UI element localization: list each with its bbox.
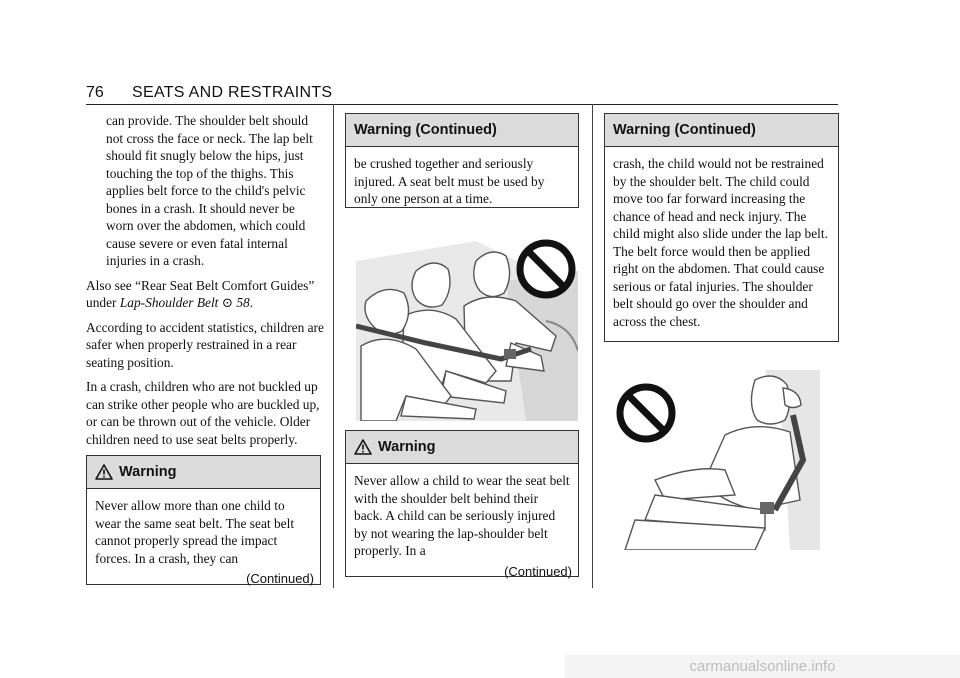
warning-body: Never allow more than one child to wear the same seat belt. The seat belt cannot properly spread the impact forces. In a crash, they can [95, 498, 295, 566]
belt-behind-back-illustration [615, 370, 820, 550]
warning-body: Never allow a child to wear the seat belt with the shoulder belt behind their back. A child can be seriously injured by not wearing the lap-shoulder belt properly. In a [354, 473, 570, 558]
column-1-text [86, 112, 324, 455]
warning-box-1-continued [345, 113, 579, 208]
warning-box-1 [86, 455, 321, 585]
paragraph-see-also: Also see “Rear Seat Belt Comfort Guides” under Lap-Shoulder Belt ⊙ 58. [86, 277, 315, 310]
see-also-text: Also see “Rear Seat Belt Comfort Guides” under [86, 277, 315, 310]
lap-shoulder-belt-link[interactable]: Lap-Shoulder Belt [119, 295, 219, 310]
warning-body: be crushed together and seriously injured. A seat belt must be used by only one person at a time. [354, 156, 545, 206]
paragraph-statistics: According to accident statistics, children are safer when properly restrained in a rear seating position. [86, 319, 324, 370]
paragraph-belt-fit: can provide. The shoulder belt should not cross the face or neck. The lap belt should fit snugly below the hips, just touching the top of the thighs. This applies belt force to the child's pelvic bones in a crash. It should never be worn over the abdomen, which could cause severe or even fatal internal injuries in a crash. [106, 113, 313, 268]
warning-title: Warning [119, 464, 177, 480]
page-header [86, 82, 838, 105]
page-number: 76 [86, 84, 104, 101]
children-sharing-belt-illustration [356, 231, 578, 421]
warning-box-2 [345, 430, 579, 577]
warning-box-2-continued [604, 113, 839, 342]
continued-label: (Continued) [246, 571, 314, 586]
warning-triangle-icon [354, 439, 372, 455]
warning-triangle-icon [95, 464, 113, 480]
watermark: carmanualsonline.info [565, 655, 960, 678]
warning-body: crash, the child would not be restrained by the shoulder belt. The child could move too far forward increasing the chance of head and neck injury. The child might also slide under the lap belt. The belt force would then be applied right on the abdomen. That could cause serious or fatal injuries. The shoulder belt should go over the shoulder and across the chest. [613, 156, 828, 329]
paragraph-crash: In a crash, children who are not buckled up can strike other people who are buckled up, or can be thrown out of the vehicle. Older children need to use seat belts properly. [86, 379, 320, 447]
warning-header [346, 431, 578, 464]
column-divider-1 [333, 104, 334, 588]
continued-label: (Continued) [504, 563, 572, 579]
warning-header: Warning (Continued) [346, 114, 578, 147]
page-ref-number[interactable]: 58 [236, 295, 250, 310]
section-title: SEATS AND RESTRAINTS [132, 84, 333, 101]
page-ref-icon: ⊙ [221, 295, 233, 310]
warning-title: Warning [378, 439, 436, 455]
warning-header [87, 456, 320, 489]
warning-header: Warning (Continued) [605, 114, 838, 147]
column-divider-2 [592, 104, 593, 588]
